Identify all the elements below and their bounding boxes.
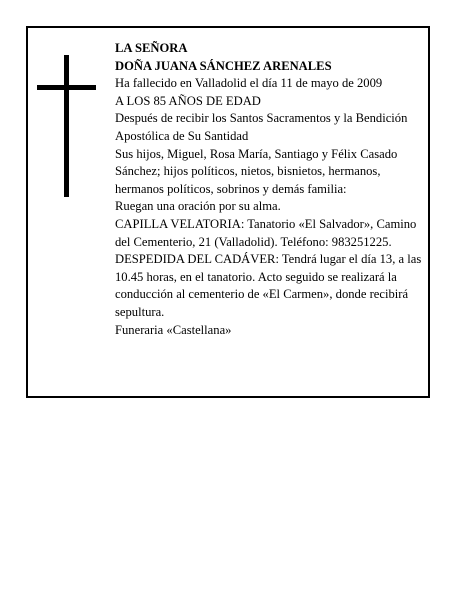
- death-info: Ha fallecido en Valladolid el día 11 de mayo de 2009: [115, 76, 383, 91]
- funeral-home: Funeraria «Castellana»: [115, 322, 232, 337]
- age-statement: A LOS 85 AÑOS DE EDAD: [115, 93, 261, 108]
- farewell-info: DESPEDIDA DEL CADÁVER: Tendrá lugar el día 13, a las 10.45 horas, en el tanatorio. Acto seguido se realizará la conducción al cementerio de «El Carmen», donde recibirá sepultura.: [115, 252, 422, 319]
- notice-title-line1: LA SEÑORA: [115, 41, 188, 55]
- cross-icon-vertical-bar: [64, 55, 69, 197]
- family-statement: Sus hijos, Miguel, Rosa María, Santiago y Félix Casado Sánchez; hijos políticos, nietos, bisnietos, hermanos, hermanos políticos, sobrinos y demás familia:: [115, 146, 398, 196]
- chapel-info: CAPILLA VELATORIA: Tanatorio «El Salvador», Camino del Cementerio, 21 (Valladolid). Teléfono: 983251225.: [115, 216, 417, 249]
- obituary-text: [115, 40, 427, 339]
- deceased-name: DOÑA JUANA SÁNCHEZ ARENALES: [115, 58, 332, 73]
- prayer-request: Ruegan una oración por su alma.: [115, 199, 281, 214]
- sacraments-statement: Después de recibir los Santos Sacramentos y la Bendición Apostólica de Su Santidad: [115, 111, 408, 143]
- cross-icon-horizontal-bar: [37, 85, 96, 90]
